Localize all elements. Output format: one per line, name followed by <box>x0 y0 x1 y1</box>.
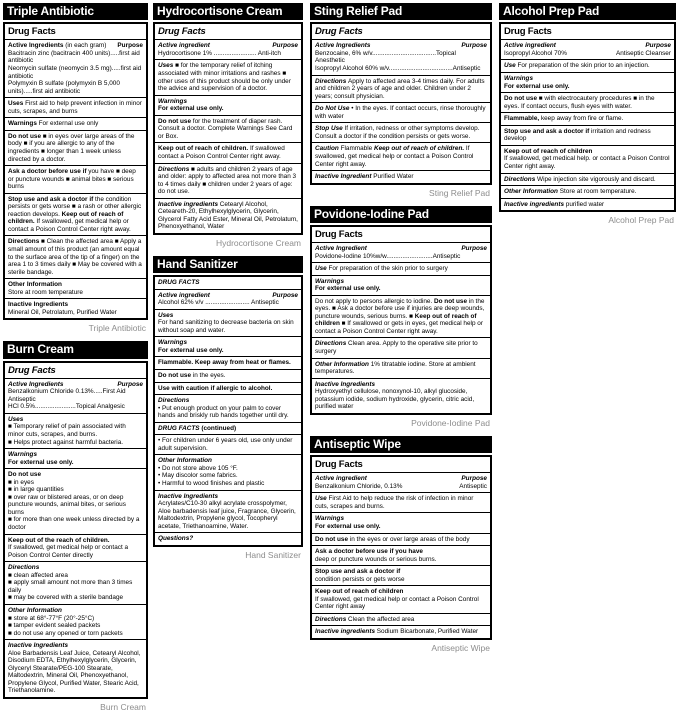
text-line: Directions <box>158 397 190 405</box>
text-line: Isopropyl Alcohol 60% w/v....................................Antiseptic <box>315 65 481 73</box>
text-line: Use with caution if allergic to alcohol. <box>158 384 273 392</box>
antiseptic-wipe-section-9 <box>312 625 490 638</box>
text-line: Uses ■ for the temporary relief of itching associated with minor irritations and rashes ■ other uses of this product should be only under the advice and supervision of a doctor. <box>158 62 291 93</box>
hydrocortisone-cream-drug-facts-box <box>153 22 303 235</box>
burn-cream-section-0 <box>5 363 146 378</box>
text-line: Do Not Use • In the eyes. If contact occurs, rinse thoroughly with water <box>315 105 486 120</box>
text-line: Benzalkonium Chloride 0.13%.....First Aid Antiseptic <box>8 388 126 403</box>
text-line: Warnings <box>504 75 533 83</box>
burn-cream-section-7 <box>5 604 146 639</box>
text-line: Active Ingredients (in each gram) Purpose <box>8 42 143 50</box>
hydrocortisone-cream-caption: Hydrocortisone Cream <box>215 237 301 248</box>
text-line: ■ tamper evident sealed packets <box>8 622 101 630</box>
text-line: Inactive ingredients Sodium Bicarbonate, Purified Water <box>315 628 479 636</box>
text-line: Warnings <box>158 339 187 347</box>
hand-sanitizer-section-12 <box>155 532 301 545</box>
hydrocortisone-cream-title: Hydrocortisone Cream <box>153 3 303 20</box>
povidone-iodine-pad-title: Povidone-Iodine Pad <box>310 206 492 223</box>
text-line: Do not use ■ with electrocautery procedures ■ in the eyes. If contact occurs, flush eyes with water. <box>504 95 655 110</box>
sting-relief-pad-drug-facts-box <box>310 22 492 184</box>
text-line: Benzalkonium Chloride, 0.13% Antiseptic <box>315 482 487 490</box>
text-line: Do not use in the eyes or over large areas of the body <box>315 535 470 543</box>
hydrocortisone-cream-section-7 <box>155 198 301 233</box>
text-line: Use For preparation of the skin prior to surgery <box>315 265 448 273</box>
burn-cream-section-8 <box>5 639 146 697</box>
text-line: Active Ingredients Purpose <box>315 42 487 50</box>
text-line: Stop use and ask a doctor if <box>315 568 401 576</box>
alcohol-prep-pad-section-9 <box>501 185 674 198</box>
povidone-iodine-pad-section-0 <box>312 227 490 242</box>
text-line: Use For preparation of the skin prior to an injection. <box>504 62 650 70</box>
hydrocortisone-cream-section-5 <box>155 142 301 162</box>
text-line: Warnings <box>8 451 37 459</box>
panel-hydrocortisone-cream <box>153 3 303 248</box>
column-4 <box>499 3 676 233</box>
text-line: HCl 0.5%.......................Topical Analgesic <box>8 403 125 411</box>
hand-sanitizer-drug-facts-box <box>153 275 303 547</box>
alcohol-prep-pad-drug-facts-box <box>499 22 676 212</box>
panel-povidone-iodine-pad <box>310 206 492 428</box>
text-line: Flammable, keep away from fire or flame. <box>504 115 624 123</box>
hydrocortisone-cream-section-4 <box>155 115 301 143</box>
text-line: condition persists or gets worse <box>315 575 405 583</box>
text-line: For hand sanitizing to decrease bacteria on skin without soap and water. <box>158 319 294 334</box>
text-line: Hydrocortisone 1% ........................ Anti-itch <box>158 49 281 57</box>
text-line: Keep out of reach of children <box>315 588 404 596</box>
hand-sanitizer-section-10 <box>155 454 301 489</box>
text-line: • May discolor some fabrics. <box>158 472 238 480</box>
text-line: Inactive Ingredients <box>158 492 219 500</box>
sting-relief-pad-title: Sting Relief Pad <box>310 3 492 20</box>
text-line: For external use only. <box>315 522 381 530</box>
text-line: DRUG FACTS <box>158 279 200 287</box>
burn-cream-caption: Burn Cream <box>100 701 146 712</box>
text-line: Other Information <box>8 606 62 614</box>
text-line: ■ in large quantities <box>8 486 64 494</box>
sting-relief-pad-section-5 <box>312 142 490 170</box>
text-line: deep or puncture wounds or serious burns. <box>315 555 437 563</box>
text-line: Inactive ingredients purified water <box>504 200 605 208</box>
text-line: Alcohol 62% v/v ......................... Antiseptic <box>158 299 279 307</box>
text-line: Drug Facts <box>315 228 363 240</box>
burn-cream-drug-facts-box <box>3 361 148 699</box>
alcohol-prep-pad-section-8 <box>501 173 674 186</box>
text-line: Active ingredient Purpose <box>158 291 298 299</box>
text-line: Inactive ingredients Cetearyl Alcohol, Ceteareth-20, Ethylhexylglycerin, Glycerin, Glycerol Fatty Acid Ester, Mineral Oil, Petrolatum, Phenoxyethanol, Water <box>158 200 298 231</box>
triple-antibiotic-section-1 <box>5 39 146 97</box>
text-line: Directions ■ Clean the affected area ■ Apply a small amount of this product (an amount equal to the surface area of the tip of a finger) on the area 1 to 3 times daily ■ May be covered with a sterile bandage. <box>8 238 142 276</box>
triple-antibiotic-section-8 <box>5 278 146 298</box>
text-line: ■ clean affected area <box>8 571 68 579</box>
panel-antiseptic-wipe <box>310 436 492 653</box>
alcohol-prep-pad-section-1 <box>501 39 674 59</box>
povidone-iodine-pad-section-4 <box>312 295 490 338</box>
hand-sanitizer-section-0 <box>155 277 301 289</box>
sting-relief-pad-section-0 <box>312 24 490 39</box>
povidone-iodine-pad-section-3 <box>312 275 490 295</box>
antiseptic-wipe-section-6 <box>312 565 490 585</box>
text-line: Warnings <box>158 97 187 105</box>
text-line: Drug Facts <box>8 26 56 38</box>
hydrocortisone-cream-section-1 <box>155 39 301 59</box>
text-line: Uses First aid to help prevent infection in minor cuts, scrapes, and burns <box>8 100 142 115</box>
hydrocortisone-cream-section-0 <box>155 24 301 39</box>
hand-sanitizer-title: Hand Sanitizer <box>153 256 303 273</box>
text-line: For external use only. <box>158 105 224 113</box>
text-line: • For children under 6 years old, use only under adult supervision. <box>158 437 293 452</box>
text-line: Mineral Oil, Petrolatum, Purified Water <box>8 308 117 316</box>
text-line: Directions Wipe injection site vigorously and discard. <box>504 175 656 183</box>
text-line: • Do not store above 105 °F. <box>158 464 238 472</box>
text-line: Neomycin sulfate (neomycin 3.5 mg).....first aid antibiotic <box>8 65 142 80</box>
text-line: If swallowed, get medical help or contact a Poison Control Center directly <box>8 544 129 559</box>
antiseptic-wipe-section-8 <box>312 613 490 626</box>
text-line: Other Information <box>158 457 212 465</box>
text-line: Inactive Ingredient Purified Water <box>315 173 414 181</box>
antiseptic-wipe-section-4 <box>312 533 490 546</box>
antiseptic-wipe-section-2 <box>312 492 490 512</box>
text-line: ■ apply small amount not more than 3 times daily <box>8 579 133 594</box>
triple-antibiotic-section-5 <box>5 165 146 193</box>
alcohol-prep-pad-title: Alcohol Prep Pad <box>499 3 676 20</box>
burn-cream-section-2 <box>5 413 146 448</box>
alcohol-prep-pad-section-10 <box>501 198 674 211</box>
text-line: Do not use <box>8 471 42 479</box>
hand-sanitizer-section-8 <box>155 422 301 435</box>
text-line: • Harmful to wood finishes and plastic <box>158 480 265 487</box>
text-line: Aloe Barbadensis Leaf Juice, Cetearyl Alcohol, Disodium EDTA, Ethylhexylglycerin, Glycerin, Glyceryl Stearate/PEG-100 Stearate, Maltodextrin, Mineral Oil, Phenoxyethanol, Propylene Glycol, Purified Water, Stearic Acid, Triethanolamine. <box>8 649 141 695</box>
alcohol-prep-pad-section-6 <box>501 125 674 145</box>
burn-cream-section-3 <box>5 448 146 468</box>
text-line: For external use only. <box>158 346 224 354</box>
sting-relief-pad-section-2 <box>312 75 490 103</box>
hand-sanitizer-section-4 <box>155 356 301 369</box>
text-line: Active Ingredients Purpose <box>8 380 143 388</box>
panel-alcohol-prep-pad <box>499 3 676 225</box>
text-line: ■ do not use any opened or torn packets <box>8 629 123 637</box>
text-line: Questions? <box>158 535 194 543</box>
triple-antibiotic-section-9 <box>5 298 146 318</box>
antiseptic-wipe-section-5 <box>312 545 490 565</box>
povidone-iodine-pad-section-2 <box>312 262 490 275</box>
triple-antibiotic-caption: Triple Antibiotic <box>88 323 146 334</box>
text-line: Stop Use If irritation, redness or other symptoms develop. Consult a doctor if the condition persists or gets worse. <box>315 125 480 140</box>
hydrocortisone-cream-section-6 <box>155 163 301 198</box>
text-line: Store at room temperature <box>8 288 83 296</box>
text-line: Flammable. Keep away from heat or flames. <box>158 359 291 367</box>
text-line: Uses <box>158 311 174 319</box>
hydrocortisone-cream-section-2 <box>155 59 301 94</box>
text-line: Other Information 1% titratable iodine. Store at ambient temperatures. <box>315 360 476 376</box>
antiseptic-wipe-section-3 <box>312 512 490 532</box>
text-line: Do not use for the treatment of diaper rash. Consult a doctor. Complete Warnings See Card or Box. <box>158 117 293 140</box>
text-line: ■ for more than one week unless directed by a doctor <box>8 516 140 532</box>
triple-antibiotic-section-7 <box>5 235 146 278</box>
triple-antibiotic-section-6 <box>5 193 146 236</box>
text-line: Other Information Store at room temperature. <box>504 188 637 196</box>
text-line: Active Ingredient Purpose <box>315 244 487 252</box>
text-line: Polymyxin B sulfate (polymyxin B 5,000 units).....first aid antibiotic <box>8 80 120 95</box>
column-3 <box>310 3 492 661</box>
text-line: Acrylates/C10-30 alkyl acrylate crosspolymer, Aloe barbadensis leaf juice, Fragrance, Glycerin, Maltodextrin, Propylene glycol, Tocopheryl acetate, Triethanoamine, Water. <box>158 500 296 530</box>
povidone-iodine-pad-caption: Povidone-Iodine Pad <box>411 417 490 428</box>
text-line: Keep out of reach of children <box>504 147 593 155</box>
text-line: DRUG FACTS (continued) <box>158 424 237 432</box>
povidone-iodine-pad-section-7 <box>312 378 490 413</box>
triple-antibiotic-drug-facts-box <box>3 22 148 320</box>
panel-hand-sanitizer <box>153 256 303 560</box>
hand-sanitizer-caption: Hand Sanitizer <box>245 549 301 560</box>
triple-antibiotic-section-3 <box>5 117 146 130</box>
alcohol-prep-pad-section-7 <box>501 145 674 173</box>
text-line: Directions Clean area. Apply to the operative site prior to surgery <box>315 340 478 355</box>
burn-cream-section-4 <box>5 468 146 533</box>
sting-relief-pad-section-6 <box>312 170 490 183</box>
text-line: ■ over raw or blistered areas, or on deep puncture wounds, animal bites, or serious burns <box>8 493 126 516</box>
text-line: Active ingredient Purpose <box>504 42 671 50</box>
text-line: Other Information <box>8 281 62 289</box>
text-line: Stop use and ask a doctor if the condition persists or gets worse ■ a rash or other allergic reaction develops. Keep out of reach of children. If swallowed, get medical help or contact a Poison Control Center right away. <box>8 195 142 233</box>
text-line: ■ may be covered with a sterile bandage <box>8 594 124 602</box>
text-line: Ask a doctor before use if you have <box>315 548 423 556</box>
text-line: Povidone-Iodine 10%w/w..........................Antiseptic <box>315 252 461 260</box>
column-1 <box>3 3 148 720</box>
text-line: Hydroxyethyl cellulose, nonoxynol-10, alkyl glucoside, potassium iodide, sodium hydroxide, glycerin, citric acid, purified water <box>315 388 475 411</box>
alcohol-prep-pad-caption: Alcohol Prep Pad <box>608 215 674 226</box>
text-line: Bacitracin zinc (bacitracin 400 units).....first aid antibiotic <box>8 49 140 65</box>
text-line: Warnings For external use only <box>8 120 99 128</box>
hand-sanitizer-section-6 <box>155 382 301 395</box>
text-line: Keep out of reach of children. If swallowed contact a Poison Control Center right away. <box>158 145 285 160</box>
text-line: ■ in eyes <box>8 478 34 486</box>
alcohol-prep-pad-section-5 <box>501 112 674 125</box>
hand-sanitizer-section-1 <box>155 289 301 309</box>
povidone-iodine-pad-section-6 <box>312 358 490 378</box>
column-2 <box>153 3 303 568</box>
text-line: ■ Helps protect against harmful bacteria. <box>8 438 124 446</box>
hydrocortisone-cream-section-3 <box>155 95 301 115</box>
text-line: Directions ■ adults and children 2 years of age and older: apply to affected area not more than 3 to 4 times daily ■ children under 2 years of age: do not use. <box>158 165 297 196</box>
text-line: Directions Apply to affected area 3-4 times daily. For adults and children 2 years of age and older. Children under 2 years; consult physician. <box>315 77 485 100</box>
alcohol-prep-pad-section-3 <box>501 72 674 92</box>
panel-triple-antibiotic <box>3 3 148 333</box>
text-line: • Put enough product on your palm to cover hands and briskly rub hands together until dry. <box>158 404 289 420</box>
hand-sanitizer-section-9 <box>155 434 301 454</box>
antiseptic-wipe-title: Antiseptic Wipe <box>310 436 492 453</box>
alcohol-prep-pad-section-2 <box>501 59 674 72</box>
burn-cream-section-5 <box>5 534 146 562</box>
text-line: Use First Aid to help reduce the risk of infection in minor cuts, scrapes and burns. <box>315 495 474 510</box>
text-line: Active ingredient Purpose <box>158 42 298 50</box>
triple-antibiotic-section-4 <box>5 130 146 165</box>
alcohol-prep-pad-section-0 <box>501 24 674 39</box>
text-line: For external use only. <box>504 82 570 90</box>
alcohol-prep-pad-section-4 <box>501 92 674 112</box>
text-line: Do not use ■ in eyes over large areas of the body ■ if you are allergic to any of the ingredients ■ longer than 1 week unless directed by a doctor. <box>8 132 135 163</box>
povidone-iodine-pad-drug-facts-box <box>310 225 492 415</box>
triple-antibiotic-title: Triple Antibiotic <box>3 3 148 20</box>
text-line: For external use only. <box>315 285 381 293</box>
antiseptic-wipe-section-7 <box>312 585 490 613</box>
burn-cream-section-1 <box>5 378 146 413</box>
text-line: If swallowed, get medical help or contact a Poison Control Center right away <box>315 595 479 611</box>
triple-antibiotic-section-0 <box>5 24 146 39</box>
text-line: Drug Facts <box>315 459 363 471</box>
text-line: Uses <box>8 415 24 423</box>
text-line: Benzocaine, 6% w/v....................................Topical Anesthetic <box>315 49 456 65</box>
text-line: Keep out of the reach of children. <box>8 536 110 544</box>
antiseptic-wipe-caption: Antiseptic Wipe <box>431 642 490 653</box>
sting-relief-pad-section-1 <box>312 39 490 74</box>
text-line: Warnings <box>315 277 344 285</box>
text-line: Drug Facts <box>504 26 552 38</box>
text-line: If swallowed, get medical help. or contact a Poison Control Center right away. <box>504 155 670 170</box>
antiseptic-wipe-section-1 <box>312 472 490 492</box>
text-line: ■ store at 68°-77°F (20°-25°C) <box>8 614 95 622</box>
text-line: Drug Facts <box>315 26 363 38</box>
hand-sanitizer-section-3 <box>155 336 301 356</box>
sting-relief-pad-section-4 <box>312 122 490 142</box>
text-line: Active ingredient Purpose <box>315 475 487 483</box>
text-line: Isopropyl Alcohol 70% Antiseptic Cleanser <box>504 49 671 57</box>
triple-antibiotic-section-2 <box>5 97 146 117</box>
sting-relief-pad-caption: Sting Relief Pad <box>429 187 490 198</box>
text-line: Caution Flammable Keep out of reach of children. If swallowed, get medical help or contact a Poison Control Center right away. <box>315 145 474 168</box>
text-line: Inactive Ingredients <box>315 380 376 388</box>
text-line: Do not use in the eyes. <box>158 371 226 379</box>
hand-sanitizer-section-11 <box>155 490 301 533</box>
povidone-iodine-pad-section-1 <box>312 242 490 262</box>
text-line: Drug Facts <box>8 364 56 376</box>
hand-sanitizer-section-2 <box>155 309 301 337</box>
text-line: Inactive Ingredients <box>8 301 69 309</box>
text-line: Directions <box>8 564 40 572</box>
text-line: ■ Temporary relief of pain associated with minor cuts, scrapes, and burns. <box>8 423 126 439</box>
antiseptic-wipe-drug-facts-box <box>310 455 492 640</box>
text-line: Directions Clean the affected area <box>315 615 415 623</box>
panel-sting-relief-pad <box>310 3 492 198</box>
burn-cream-section-6 <box>5 561 146 604</box>
text-line: Warnings <box>315 515 344 523</box>
hand-sanitizer-section-5 <box>155 369 301 382</box>
panel-burn-cream <box>3 341 148 712</box>
text-line: Inactive Ingredients <box>8 642 69 650</box>
povidone-iodine-pad-section-5 <box>312 337 490 357</box>
text-line: Stop use and ask a doctor if irritation and redness develop <box>504 127 651 143</box>
burn-cream-title: Burn Cream <box>3 341 148 358</box>
text-line: Ask a doctor before use if you have ■ deep or puncture wounds ■ animal bites ■ serious burns <box>8 168 136 191</box>
antiseptic-wipe-section-0 <box>312 457 490 472</box>
text-line: Drug Facts <box>158 26 206 38</box>
text-line: Do not apply to persons allergic to iodine. Do not use in the eyes. ■ Ask a doctor before use if injuries are deep wounds, puncture wounds, serious burns. ■ Keep out of reach of children ■ If swallowed or gets in eyes, get medical help or contact a Poison Control Center right away. <box>315 297 485 335</box>
sting-relief-pad-section-3 <box>312 102 490 122</box>
hand-sanitizer-section-7 <box>155 394 301 422</box>
text-line: For external use only. <box>8 458 74 466</box>
